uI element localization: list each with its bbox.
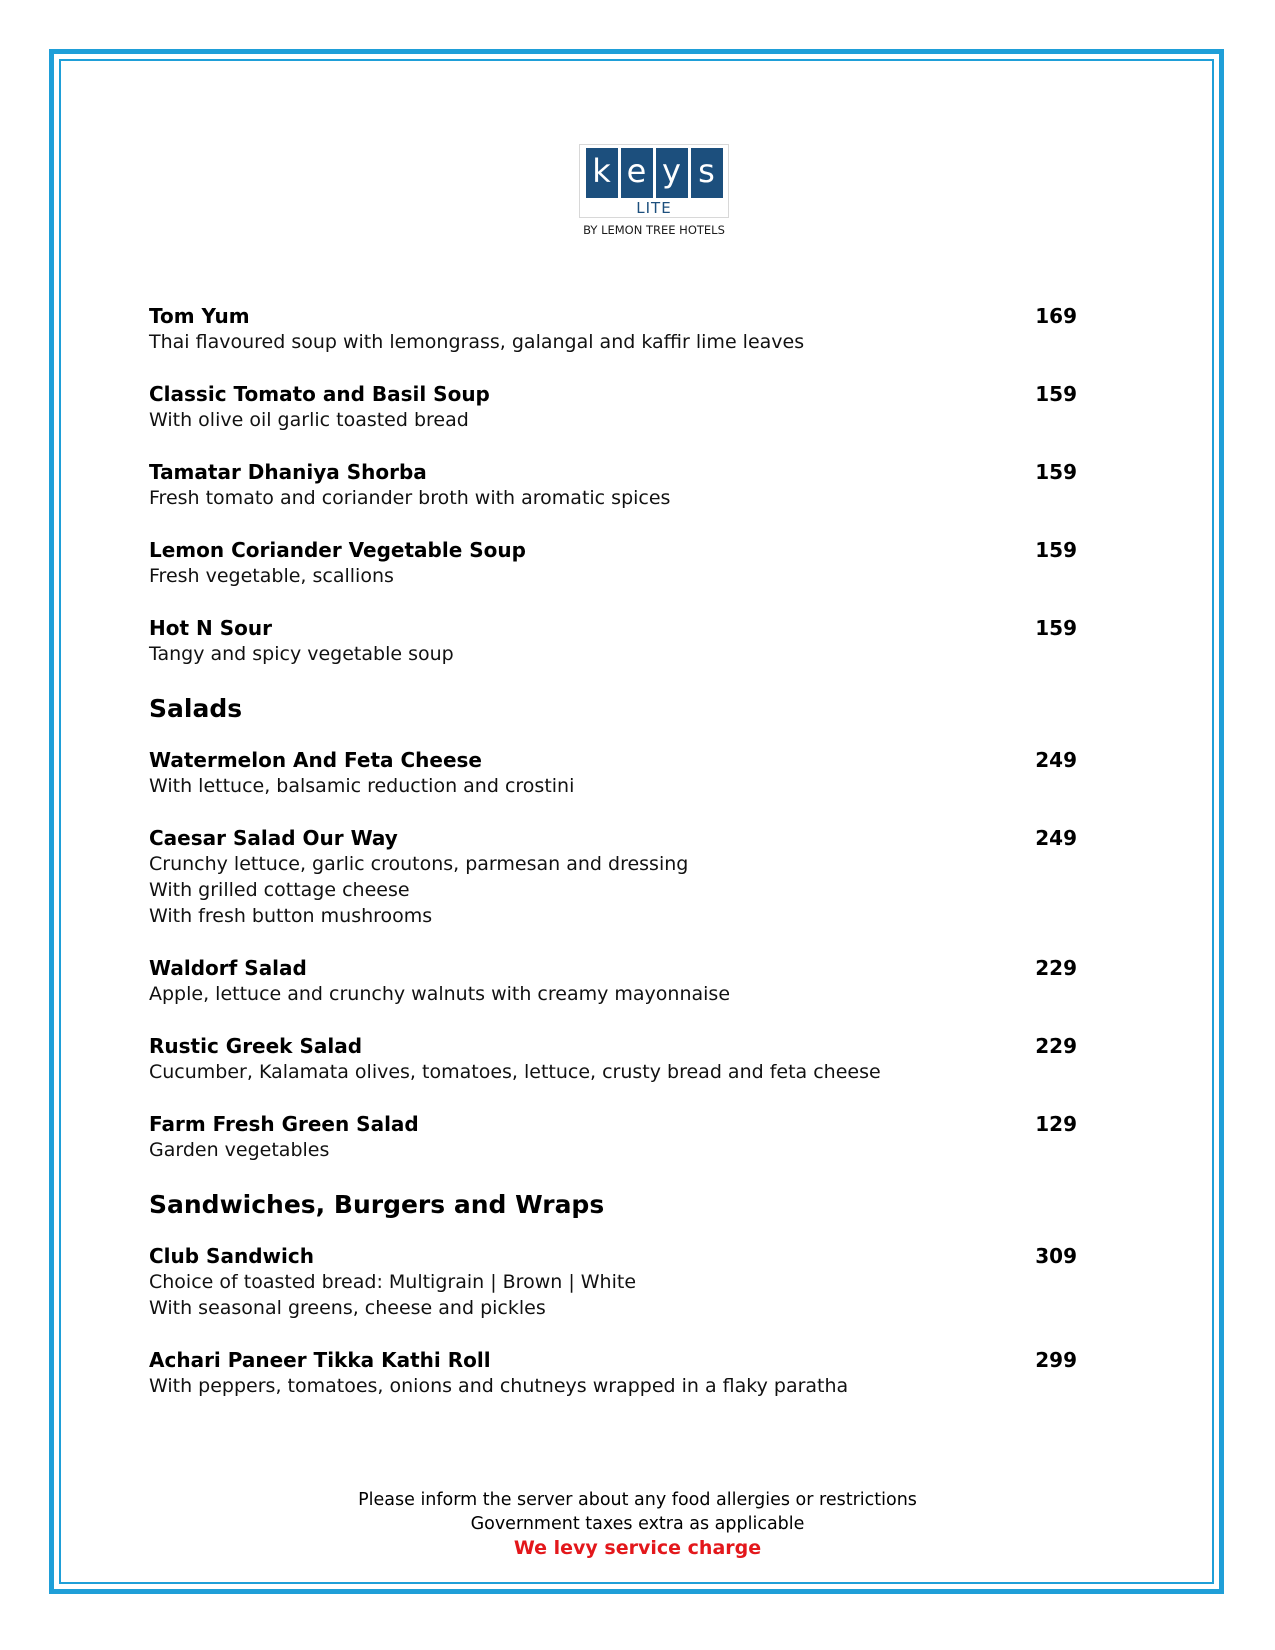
logo-letter-k: k <box>586 148 618 198</box>
item-price: 169 <box>1035 304 1077 328</box>
menu-item <box>149 303 1089 355</box>
logo-letter-e: e <box>621 148 653 198</box>
item-description: With peppers, tomatoes, onions and chutneys wrapped in a flaky paratha <box>149 1375 849 1397</box>
item-name: Waldorf Salad <box>149 956 307 980</box>
soups-section <box>149 303 1089 667</box>
logo-lite-text: LITE <box>636 199 672 217</box>
item-name: Rustic Greek Salad <box>149 1034 363 1058</box>
item-description: Fresh vegetable, scallions <box>149 565 394 587</box>
menu-item <box>149 381 1089 433</box>
item-price: 159 <box>1035 616 1077 640</box>
footer-notes <box>60 1488 1215 1560</box>
item-name: Club Sandwich <box>149 1244 314 1268</box>
item-price: 129 <box>1035 1112 1077 1136</box>
item-name: Achari Paneer Tikka Kathi Roll <box>149 1348 491 1372</box>
item-price: 309 <box>1035 1244 1077 1268</box>
item-description: Choice of toasted bread: Multigrain | Brown | White <box>149 1271 637 1293</box>
item-name: Tamatar Dhaniya Shorba <box>149 460 427 484</box>
menu-item <box>149 1111 1089 1163</box>
item-description: Cucumber, Kalamata olives, tomatoes, lettuce, crusty bread and feta cheese <box>149 1061 881 1083</box>
logo-letters <box>586 148 723 198</box>
item-description: Tangy and spicy vegetable soup <box>149 643 454 665</box>
item-name: Lemon Coriander Vegetable Soup <box>149 538 526 562</box>
menu-item <box>149 1033 1089 1085</box>
menu-item <box>149 459 1089 511</box>
menu-item <box>149 615 1089 667</box>
item-name: Classic Tomato and Basil Soup <box>149 382 490 406</box>
menu-item <box>149 1243 1089 1321</box>
item-price: 159 <box>1035 382 1077 406</box>
logo-letter-y: y <box>656 148 688 198</box>
item-name: Farm Fresh Green Salad <box>149 1112 419 1136</box>
item-description: With fresh button mushrooms <box>149 905 433 927</box>
item-price: 249 <box>1035 748 1077 772</box>
item-price: 249 <box>1035 826 1077 850</box>
allergy-note: Please inform the server about any food allergies or restrictions <box>358 1490 917 1510</box>
item-name: Caesar Salad Our Way <box>149 826 398 850</box>
menu-item <box>149 747 1089 799</box>
menu-item <box>149 1347 1089 1399</box>
salads-section <box>149 693 1089 1163</box>
item-description: Apple, lettuce and crunchy walnuts with creamy mayonnaise <box>149 983 731 1005</box>
section-title-salads: Salads <box>149 694 243 723</box>
menu-content <box>149 303 1089 1425</box>
logo-letter-s: s <box>691 148 723 198</box>
keys-lite-logo <box>573 144 735 237</box>
item-price: 229 <box>1035 956 1077 980</box>
sandwiches-section <box>149 1189 1089 1399</box>
menu-item <box>149 825 1089 929</box>
logo-by-text: BY LEMON TREE HOTELS <box>583 223 725 237</box>
item-name: Hot N Sour <box>149 616 272 640</box>
item-description: With olive oil garlic toasted bread <box>149 409 469 431</box>
item-name: Tom Yum <box>149 304 250 328</box>
tax-note: Government taxes extra as applicable <box>470 1514 805 1534</box>
section-title-sandwiches: Sandwiches, Burgers and Wraps <box>149 1190 605 1219</box>
item-price: 159 <box>1035 460 1077 484</box>
item-description: Fresh tomato and coriander broth with aromatic spices <box>149 487 671 509</box>
item-description: With seasonal greens, cheese and pickles <box>149 1297 546 1319</box>
menu-item <box>149 955 1089 1007</box>
item-price: 299 <box>1035 1348 1077 1372</box>
item-price: 159 <box>1035 538 1077 562</box>
service-charge-note: We levy service charge <box>513 1537 762 1559</box>
item-price: 229 <box>1035 1034 1077 1058</box>
item-description: With grilled cottage cheese <box>149 879 410 901</box>
item-description: With lettuce, balsamic reduction and crostini <box>149 775 575 797</box>
item-description: Garden vegetables <box>149 1139 330 1161</box>
menu-item <box>149 537 1089 589</box>
item-description: Thai flavoured soup with lemongrass, galangal and kaffir lime leaves <box>149 331 805 353</box>
item-description: Crunchy lettuce, garlic croutons, parmesan and dressing <box>149 853 689 875</box>
item-name: Watermelon And Feta Cheese <box>149 748 482 772</box>
logo-box <box>579 144 729 218</box>
